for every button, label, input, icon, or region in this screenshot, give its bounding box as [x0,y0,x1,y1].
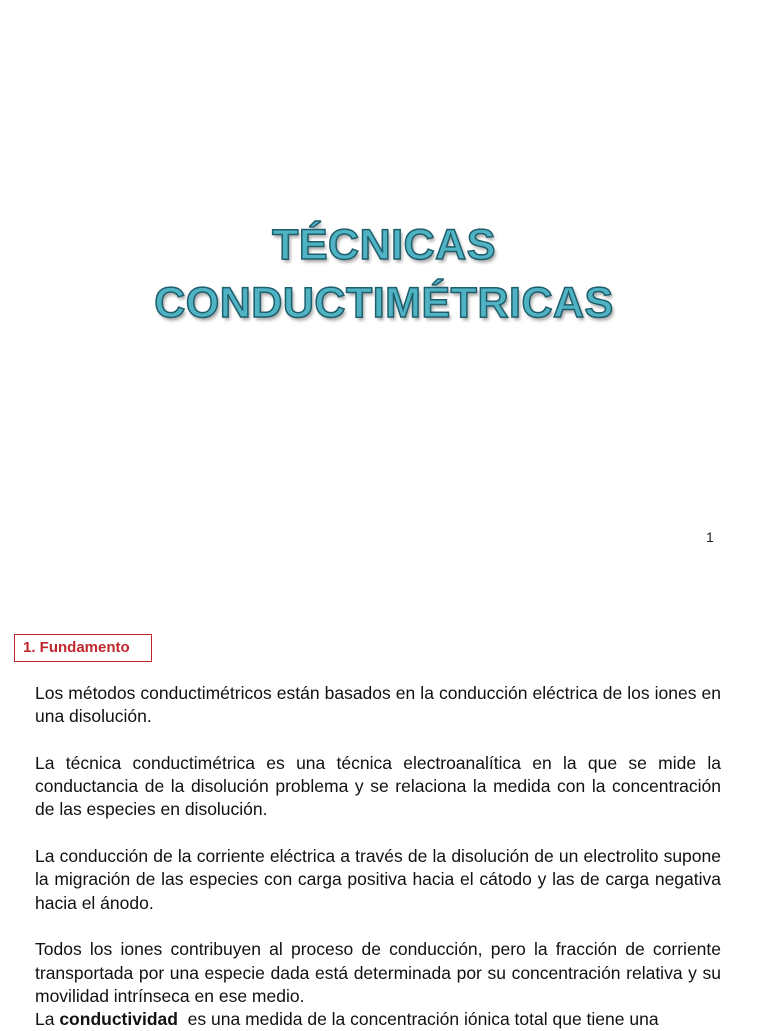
document-title-line-2: CONDUCTIMÉTRICAS [154,279,614,327]
section-heading: 1. Fundamento [14,634,152,662]
paragraph-4: Todos los iones contribuyen al proceso de conducción, pero la fracción de corriente transportada por una especie dada está determinada por su concentración relativa y su movilidad intrínseca en ese medio. [35,939,721,1006]
paragraph-3: La conducción de la corriente eléctrica a través de la disolución de un electrolito supone la migración de las especies con carga positiva hacia el cátodo y las de carga negativa hacia el ánodo. [35,846,721,913]
page-number: 1 [706,529,714,545]
paragraph-2: La técnica conductimétrica es una técnica electroanalítica en la que se mide la conductancia de la disolución problema y se relaciona la medida con la concentración de las especies en disolución. [35,752,721,820]
document-title-line-1: TÉCNICAS [272,221,496,269]
term-conductividad: conductividad [59,1009,178,1030]
paragraph-5 [35,1008,721,1031]
paragraph-5-rest: es una medida de la concentración iónica total que tiene una [177,1009,659,1030]
paragraph-5-prefix: La [35,1009,60,1030]
paragraph-1: Los métodos conductimétricos están basados en la conducción eléctrica de los iones en una disolución. [35,683,721,727]
section-body [35,682,721,1031]
